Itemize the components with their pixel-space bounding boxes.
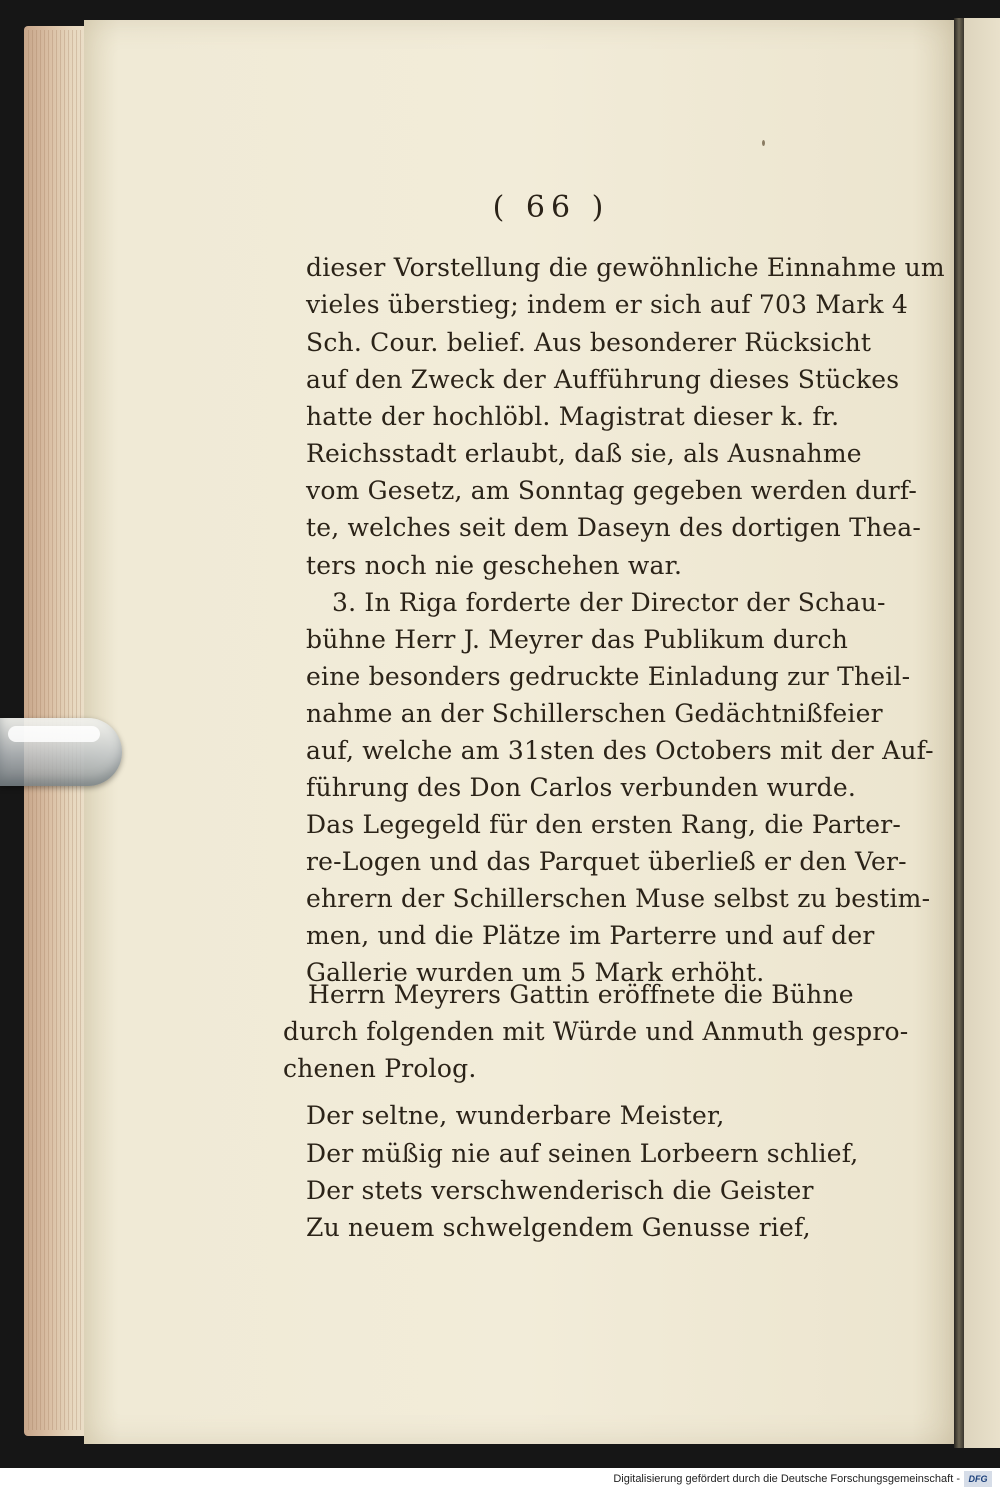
text-line: bühne Herr J. Meyrer das Publikum durch xyxy=(306,625,849,654)
text-line: Der müßig nie auf seinen Lorbeern schlief, xyxy=(306,1139,859,1168)
text-line: eine besonders gedruckte Einladung zur Theil- xyxy=(306,662,911,691)
text-line: auf den Zweck der Aufführung dieses Stückes xyxy=(306,365,900,394)
facing-page-edge xyxy=(964,18,1000,1448)
text-line: Gallerie wurden um 5 Mark erhöht. xyxy=(306,958,765,987)
text-line: durch folgenden mit Würde und Anmuth gespro- xyxy=(283,1017,909,1046)
text-line: ehrern der Schillerschen Muse selbst zu bestim- xyxy=(306,884,931,913)
text-line: hatte der hochlöbl. Magistrat dieser k. fr. xyxy=(306,402,840,431)
text-line: Das Legegeld für den ersten Rang, die Parter- xyxy=(306,810,902,839)
text-line: Sch. Cour. belief. Aus besonderer Rücksicht xyxy=(306,328,872,357)
text-line: vieles überstieg; indem er sich auf 703 Mark 4 xyxy=(306,290,909,319)
text-line: re-Logen und das Parquet überließ er den Ver- xyxy=(306,847,907,876)
text-line: Der stets verschwenderisch die Geister xyxy=(306,1176,814,1205)
dfg-logo: DFG xyxy=(964,1471,992,1487)
page-number: ( 66 ) xyxy=(492,190,610,225)
book-gutter xyxy=(954,18,964,1448)
plastic-page-clip xyxy=(0,718,122,786)
text-line: te, welches seit dem Daseyn des dortigen Thea- xyxy=(306,513,921,542)
text-line: dieser Vorstellung die gewöhnliche Einnahme um xyxy=(306,253,945,282)
text-line: Zu neuem schwelgendem Genusse rief, xyxy=(306,1213,811,1242)
text-line: ters noch nie geschehen war. xyxy=(306,551,683,580)
text-line: Reichsstadt erlaubt, daß sie, als Ausnahme xyxy=(306,439,862,468)
text-line: 3. In Riga forderte der Director der Schau- xyxy=(332,588,886,617)
text-line: Herrn Meyrers Gattin eröffnete die Bühne xyxy=(308,980,854,1009)
text-line: chenen Prolog. xyxy=(283,1054,477,1083)
text-line: men, und die Plätze im Parterre und auf der xyxy=(306,921,875,950)
paper-speck xyxy=(762,140,765,146)
text-line: vom Gesetz, am Sonntag gegeben werden durf- xyxy=(306,476,918,505)
text-line: nahme an der Schillerschen Gedächtnißfeier xyxy=(306,699,883,728)
text-line: Der seltne, wunderbare Meister, xyxy=(306,1101,725,1130)
footer-credit: Digitalisierung gefördert durch die Deutsche Forschungsgemeinschaft - xyxy=(613,1473,960,1485)
text-line: auf, welche am 31sten des Octobers mit der Auf- xyxy=(306,736,934,765)
text-line: führung des Don Carlos verbunden wurde. xyxy=(306,773,856,802)
